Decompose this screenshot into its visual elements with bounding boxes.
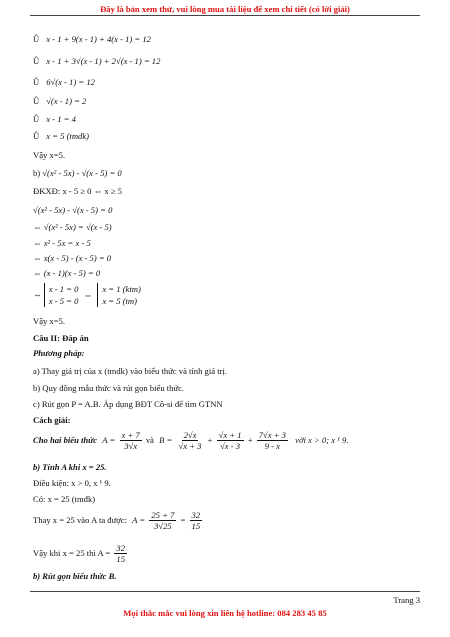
step-line: Û x - 1 + 9(x - 1) + 4(x - 1) = 12 [33, 34, 151, 44]
conclusion: Vậy x=5. [33, 316, 66, 326]
part-b-simplify: b) Rút gọn biểu thức B. [33, 571, 117, 581]
method-item: a) Thay giá trị của x (tmdk) vào biểu thức và tính giá trị. [33, 366, 227, 376]
given-expressions: Cho hai biểu thức A = $\frac{x + 7}{3√x}$ và B = $\frac{2√x}{√x + 3}$ + $\frac{√x + 1}{√x - 3}$ + $\frac{7√x + 3}{9 - x}$ với x > 0; x ¹ 9. [33, 430, 349, 451]
part-b-title: b) Tính A khi x = 25. [33, 462, 107, 472]
step-line: Û 6√(x - 1) = 12 [33, 77, 95, 87]
fraction-sub: $\frac{25 + 7}{3√25}$ [151, 510, 175, 531]
question-heading: Câu II: Đáp án [33, 333, 89, 343]
right-cases: x = 1 (ktm) x = 5 (tm) [97, 283, 141, 307]
fraction-B1: $\frac{2√x}{√x + 3}$ [178, 430, 202, 451]
solution-step: ⇔ x² - 5x = x - 5 [33, 238, 91, 248]
header-divider [30, 15, 420, 16]
case-system: ⇔ x - 1 = 0 x - 5 = 0 ⇔ x = 1 (ktm) x = 5 (tm) [33, 284, 141, 306]
solution-heading: Cách giải: [33, 415, 71, 425]
condition: Điều kiện: x > 0, x ¹ 9. [33, 478, 111, 488]
step-line: Û x = 5 (tmdk) [33, 131, 90, 141]
step-line: Û x - 1 + 3√(x - 1) + 2√(x - 1) = 12 [33, 56, 161, 66]
step-line: Û x - 1 = 4 [33, 114, 76, 124]
conclusion: Vậy x=5. [33, 150, 66, 160]
step-line: Û √(x - 1) = 2 [33, 96, 87, 106]
fraction-B3: $\frac{7√x + 3}{9 - x}$ [258, 430, 286, 451]
given-value: Có: x = 25 (tmđk) [33, 494, 96, 504]
fraction-answer: $\frac{32}{15}$ [116, 543, 126, 564]
method-item: c) Rút gọn P = A.B. Áp dụng BĐT Cô-si để tìm GTNN [33, 399, 223, 409]
hotline-notice: Mọi thắc mắc vui lòng xin liên hệ hotline: 084 283 45 85 [123, 608, 327, 618]
domain-condition: ĐKXĐ: x - 5 ≥ 0 ⇔ x ≥ 5 [33, 186, 122, 196]
fraction-B2: $\frac{√x + 1}{√x - 3}$ [218, 430, 242, 451]
page-number: Trang 3 [393, 595, 420, 605]
fraction-A: $\frac{x + 7}{3√x}$ [121, 430, 140, 451]
solution-step: √(x² - 5x) - √(x - 5) = 0 [33, 205, 113, 215]
answer: Vậy khi x = 25 thì A = $\frac{32}{15}$ [33, 543, 126, 564]
part-b-problem: b) √(x² - 5x) - √(x - 5) = 0 [33, 168, 122, 178]
left-cases: x - 1 = 0 x - 5 = 0 [44, 283, 79, 307]
method-heading: Phương pháp: [33, 348, 85, 358]
substitution: Thay x = 25 vào A ta được: A = $\frac{25 + 7}{3√25}$ = $\frac{32}{15}$ [33, 510, 201, 531]
solution-step: ⇔ (x - 1)(x - 5) = 0 [33, 268, 101, 278]
method-item: b) Quy đồng mẫu thức và rút gọn biểu thức. [33, 383, 185, 393]
solution-step: ⇔ √(x² - 5x) = √(x - 5) [33, 222, 112, 232]
solution-step: ⇔ x(x - 5) - (x - 5) = 0 [33, 253, 112, 263]
preview-notice: Đây là bản xem thử, vui lòng mua tài liệu để xem chi tiết (có lời giải) [100, 4, 350, 14]
fraction-result: $\frac{32}{15}$ [191, 510, 201, 531]
footer-divider [30, 591, 420, 592]
